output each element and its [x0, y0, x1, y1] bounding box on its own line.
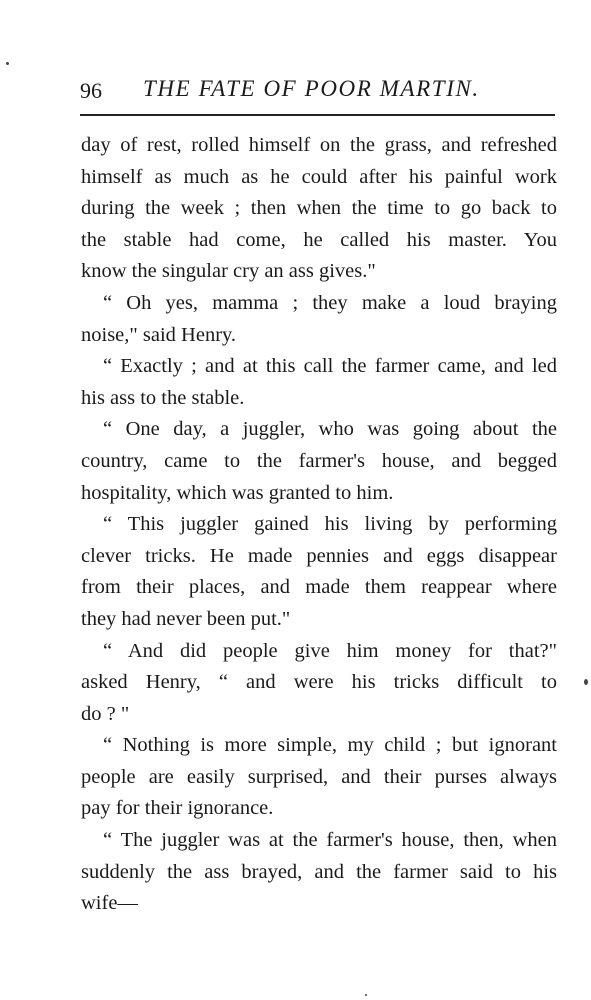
text-line: the stable had come, he called his master. You	[81, 228, 557, 251]
text-line: suddenly the ass brayed, and the farmer said to his	[81, 860, 557, 883]
text-line: during the week ; then when the time to go back to	[81, 197, 557, 220]
text-line: asked Henry, “ and were his tricks difficult to	[81, 671, 557, 694]
page-header	[80, 76, 555, 106]
text-line: day of rest, rolled himself on the grass, and refreshed	[81, 134, 557, 156]
text-line: pay for their ignorance.	[81, 797, 274, 820]
text-line: they had never been put."	[81, 607, 291, 630]
text-line: know the singular cry an ass gives."	[81, 260, 376, 283]
text-line: people are easily surprised, and their purses always	[81, 765, 557, 788]
page-number: 96	[80, 78, 102, 103]
text-line: his ass to the stable.	[81, 386, 245, 409]
scan-speck	[584, 679, 588, 685]
text-line: himself as much as he could after his painful work	[81, 165, 557, 188]
text-line: country, came to the farmer's house, and begged	[81, 449, 557, 472]
scan-speck	[6, 62, 9, 65]
text-line: noise," said Henry.	[81, 323, 237, 346]
text-line: “ Nothing is more simple, my child ; but ignorant	[103, 734, 557, 757]
text-line: “ Oh yes, mamma ; they make a loud braying	[103, 291, 557, 314]
text-line: “ The juggler was at the farmer's house, then, when	[103, 829, 557, 852]
text-line: “ This juggler gained his living by performing	[103, 513, 557, 536]
running-title: THE FATE OF POOR MARTIN.	[143, 76, 480, 101]
text-line: “ Exactly ; and at this call the farmer came, and led	[103, 355, 557, 378]
text-line: do ? "	[81, 702, 130, 725]
text-line: from their places, and made them reappear where	[81, 576, 557, 599]
text-line: hospitality, which was granted to him.	[81, 481, 394, 504]
scan-speck	[365, 994, 367, 996]
text-line: wife—	[81, 892, 138, 915]
body-text	[81, 130, 557, 920]
text-line: “ One day, a juggler, who was going about the	[103, 418, 557, 441]
header-rule	[80, 114, 555, 116]
text-line: “ And did people give him money for that?"	[103, 639, 557, 662]
text-line: clever tricks. He made pennies and eggs disappear	[81, 544, 557, 567]
